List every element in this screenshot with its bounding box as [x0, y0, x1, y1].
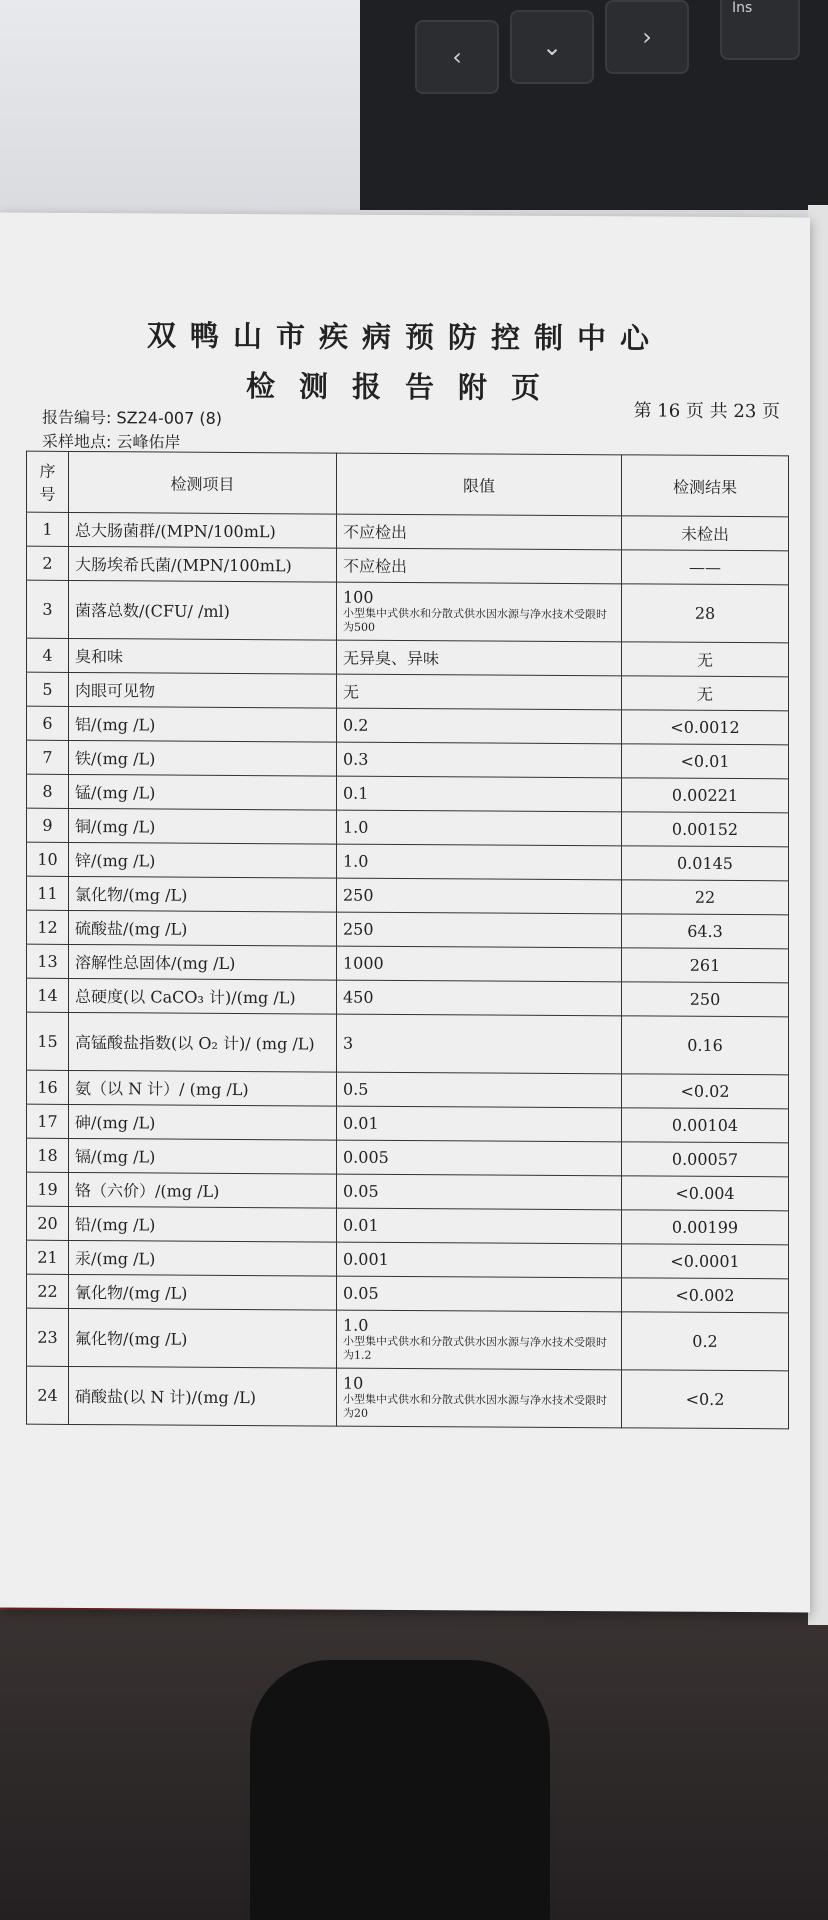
table-row — [27, 512, 789, 551]
table-row — [27, 808, 789, 847]
test-item: 铝/(mg /L) — [69, 706, 337, 742]
test-result: <0.2 — [622, 1370, 789, 1429]
test-result: 22 — [622, 880, 789, 915]
limit-cell — [337, 1310, 622, 1370]
test-result: —— — [622, 550, 789, 585]
table-row — [27, 672, 789, 711]
results-table — [26, 451, 789, 1430]
test-result: 0.0145 — [622, 846, 789, 881]
test-result: 无 — [622, 642, 789, 677]
test-result: 0.00221 — [622, 778, 789, 813]
limit-value: 3 — [343, 1033, 354, 1053]
limit-value: 无 — [343, 682, 360, 702]
test-item: 铅/(mg /L) — [69, 1206, 337, 1242]
test-item: 臭和味 — [69, 638, 337, 674]
limit-value: 1000 — [343, 953, 384, 973]
row-number: 6 — [27, 706, 69, 740]
report-page — [0, 213, 810, 1613]
limit-cell — [337, 946, 622, 982]
test-result: 未检出 — [622, 516, 789, 551]
limit-value: 0.05 — [343, 1283, 379, 1303]
test-result: 0.00104 — [622, 1108, 789, 1143]
test-item: 溶解性总固体/(mg /L) — [69, 944, 337, 980]
down-arrow-key: ⌄ — [510, 10, 594, 84]
keyboard — [360, 0, 828, 210]
column-header-item: 检测项目 — [69, 451, 337, 514]
limit-value: 100 — [343, 587, 374, 607]
row-number: 21 — [27, 1240, 69, 1274]
limit-value: 1.0 — [343, 817, 369, 837]
table-row — [27, 978, 789, 1017]
row-number: 4 — [27, 638, 69, 672]
limit-value: 0.1 — [343, 783, 369, 803]
test-item: 肉眼可见物 — [69, 672, 337, 708]
chair — [250, 1660, 550, 1920]
test-result: <0.02 — [622, 1074, 789, 1109]
row-number: 22 — [27, 1274, 69, 1308]
row-number: 24 — [27, 1366, 69, 1424]
report-title: 双鸭山市疾病预防控制中心 — [146, 318, 663, 356]
table-row — [27, 706, 789, 745]
limit-value: 250 — [343, 919, 374, 939]
test-item: 铁/(mg /L) — [69, 740, 337, 776]
limit-note: 小型集中式供水和分散式供水因水源与净水技术受限时为20 — [343, 1392, 607, 1420]
row-number: 17 — [27, 1104, 69, 1138]
limit-cell — [337, 674, 622, 710]
limit-value: 0.5 — [343, 1079, 369, 1099]
column-header-limit: 限值 — [337, 453, 622, 516]
limit-value: 10 — [343, 1373, 364, 1393]
limit-value: 无异臭、异味 — [343, 648, 440, 669]
test-result: 250 — [622, 982, 789, 1017]
test-item: 镉/(mg /L) — [69, 1138, 337, 1174]
report-subtitle: 检测报告附页 — [245, 369, 564, 405]
row-number: 7 — [27, 740, 69, 774]
test-result: 0.00152 — [622, 812, 789, 847]
report-number: 报告编号: SZ24-007 (8) — [42, 407, 223, 428]
limit-cell — [337, 1106, 622, 1142]
row-number: 8 — [27, 774, 69, 808]
right-arrow-key: › — [605, 0, 689, 74]
row-number: 10 — [27, 842, 69, 876]
test-item: 氟化物/(mg /L) — [69, 1308, 337, 1368]
test-item: 总大肠菌群/(MPN/100mL) — [69, 512, 337, 548]
limit-value: 1.0 — [343, 851, 369, 871]
column-header-result: 检测结果 — [622, 455, 789, 517]
test-result: 无 — [622, 676, 789, 711]
test-item: 高锰酸盐指数(以 O₂ 计)/ (mg /L) — [69, 1012, 337, 1072]
test-result: 261 — [622, 948, 789, 983]
row-number: 5 — [27, 672, 69, 706]
left-arrow-key: ‹ — [415, 20, 499, 94]
test-item: 锰/(mg /L) — [69, 774, 337, 810]
limit-value: 不应检出 — [343, 556, 408, 577]
limit-cell — [337, 1014, 622, 1074]
limit-cell — [337, 980, 622, 1016]
table-row — [27, 1240, 789, 1279]
limit-value: 0.2 — [343, 715, 369, 735]
paper-stack-edge — [808, 205, 828, 1625]
test-result: 0.00057 — [622, 1142, 789, 1177]
limit-value: 0.01 — [343, 1113, 379, 1133]
table-row — [27, 1274, 789, 1313]
row-number: 23 — [27, 1308, 69, 1366]
limit-cell — [337, 1368, 622, 1428]
column-header-no: 序号 — [27, 451, 69, 512]
table-row — [27, 1104, 789, 1143]
table-body — [27, 512, 789, 1429]
test-item: 铬（六价）/(mg /L) — [69, 1172, 337, 1208]
limit-cell — [337, 582, 622, 642]
ins-key: Ins — [720, 0, 800, 60]
limit-value: 0.01 — [343, 1215, 379, 1235]
test-result: <0.004 — [622, 1176, 789, 1211]
test-item: 氨（以 N 计）/ (mg /L) — [69, 1070, 337, 1106]
table-row — [27, 1308, 789, 1371]
table-row — [27, 842, 789, 881]
limit-cell — [337, 548, 622, 584]
test-result: 0.00199 — [622, 1210, 789, 1245]
test-item: 氰化物/(mg /L) — [69, 1274, 337, 1310]
table-row — [27, 774, 789, 813]
test-result: 0.16 — [622, 1016, 789, 1075]
limit-value: 不应检出 — [343, 522, 408, 543]
row-number: 12 — [27, 910, 69, 944]
limit-value: 450 — [343, 987, 374, 1007]
test-result: 0.2 — [622, 1312, 789, 1371]
limit-cell — [337, 1208, 622, 1244]
test-item: 铜/(mg /L) — [69, 808, 337, 844]
row-number: 15 — [27, 1012, 69, 1070]
row-number: 2 — [27, 546, 69, 580]
test-item: 汞/(mg /L) — [69, 1240, 337, 1276]
row-number: 18 — [27, 1138, 69, 1172]
test-item: 砷/(mg /L) — [69, 1104, 337, 1140]
limit-cell — [337, 708, 622, 744]
row-number: 16 — [27, 1070, 69, 1104]
limit-value: 0.05 — [343, 1181, 379, 1201]
row-number: 9 — [27, 808, 69, 842]
limit-cell — [337, 810, 622, 846]
limit-cell — [337, 878, 622, 914]
row-number: 14 — [27, 978, 69, 1012]
test-item: 锌/(mg /L) — [69, 842, 337, 878]
table-row — [27, 1172, 789, 1211]
limit-value: 0.005 — [343, 1147, 389, 1167]
table-row — [27, 740, 789, 779]
test-result: <0.0001 — [622, 1244, 789, 1279]
table-row — [27, 1070, 789, 1109]
test-item: 硝酸盐(以 N 计)/(mg /L) — [69, 1366, 337, 1426]
limit-cell — [337, 1072, 622, 1108]
table-row — [27, 1206, 789, 1245]
limit-cell — [337, 1174, 622, 1210]
test-result: 64.3 — [622, 914, 789, 949]
table-row — [27, 1366, 789, 1429]
limit-value: 0.001 — [343, 1249, 389, 1269]
limit-value: 0.3 — [343, 749, 369, 769]
table-row — [27, 546, 789, 585]
test-result: <0.002 — [622, 1278, 789, 1313]
limit-cell — [337, 844, 622, 880]
limit-cell — [337, 776, 622, 812]
row-number: 11 — [27, 876, 69, 910]
row-number: 19 — [27, 1172, 69, 1206]
test-item: 总硬度(以 CaCO₃ 计)/(mg /L) — [69, 978, 337, 1014]
limit-value: 1.0 — [343, 1315, 369, 1335]
table-row — [27, 580, 789, 643]
test-item: 大肠埃希氏菌/(MPN/100mL) — [69, 546, 337, 582]
limit-value: 250 — [343, 885, 374, 905]
limit-cell — [337, 912, 622, 948]
limit-cell — [337, 1140, 622, 1176]
table-row — [27, 910, 789, 949]
limit-cell — [337, 640, 622, 676]
limit-note: 小型集中式供水和分散式供水因水源与净水技术受限时为500 — [343, 606, 607, 634]
test-result: <0.0012 — [622, 710, 789, 745]
table-row — [27, 944, 789, 983]
limit-cell — [337, 1276, 622, 1312]
row-number: 3 — [27, 580, 69, 638]
test-item: 菌落总数/(CFU/ /ml) — [69, 580, 337, 640]
limit-cell — [337, 514, 622, 550]
row-number: 13 — [27, 944, 69, 978]
limit-cell — [337, 1242, 622, 1278]
row-number: 20 — [27, 1206, 69, 1240]
limit-note: 小型集中式供水和分散式供水因水源与净水技术受限时为1.2 — [343, 1334, 607, 1362]
test-item: 氯化物/(mg /L) — [69, 876, 337, 912]
limit-cell — [337, 742, 622, 778]
test-result: <0.01 — [622, 744, 789, 779]
test-item: 硫酸盐/(mg /L) — [69, 910, 337, 946]
table-row — [27, 1012, 789, 1075]
table-row — [27, 638, 789, 677]
sample-location: 采样地点: 云峰佑岸 — [42, 431, 181, 452]
table-row — [27, 1138, 789, 1177]
table-row — [27, 876, 789, 915]
page-indicator: 第 16 页 共 23 页 — [633, 400, 780, 423]
row-number: 1 — [27, 512, 69, 546]
test-result: 28 — [622, 584, 789, 643]
